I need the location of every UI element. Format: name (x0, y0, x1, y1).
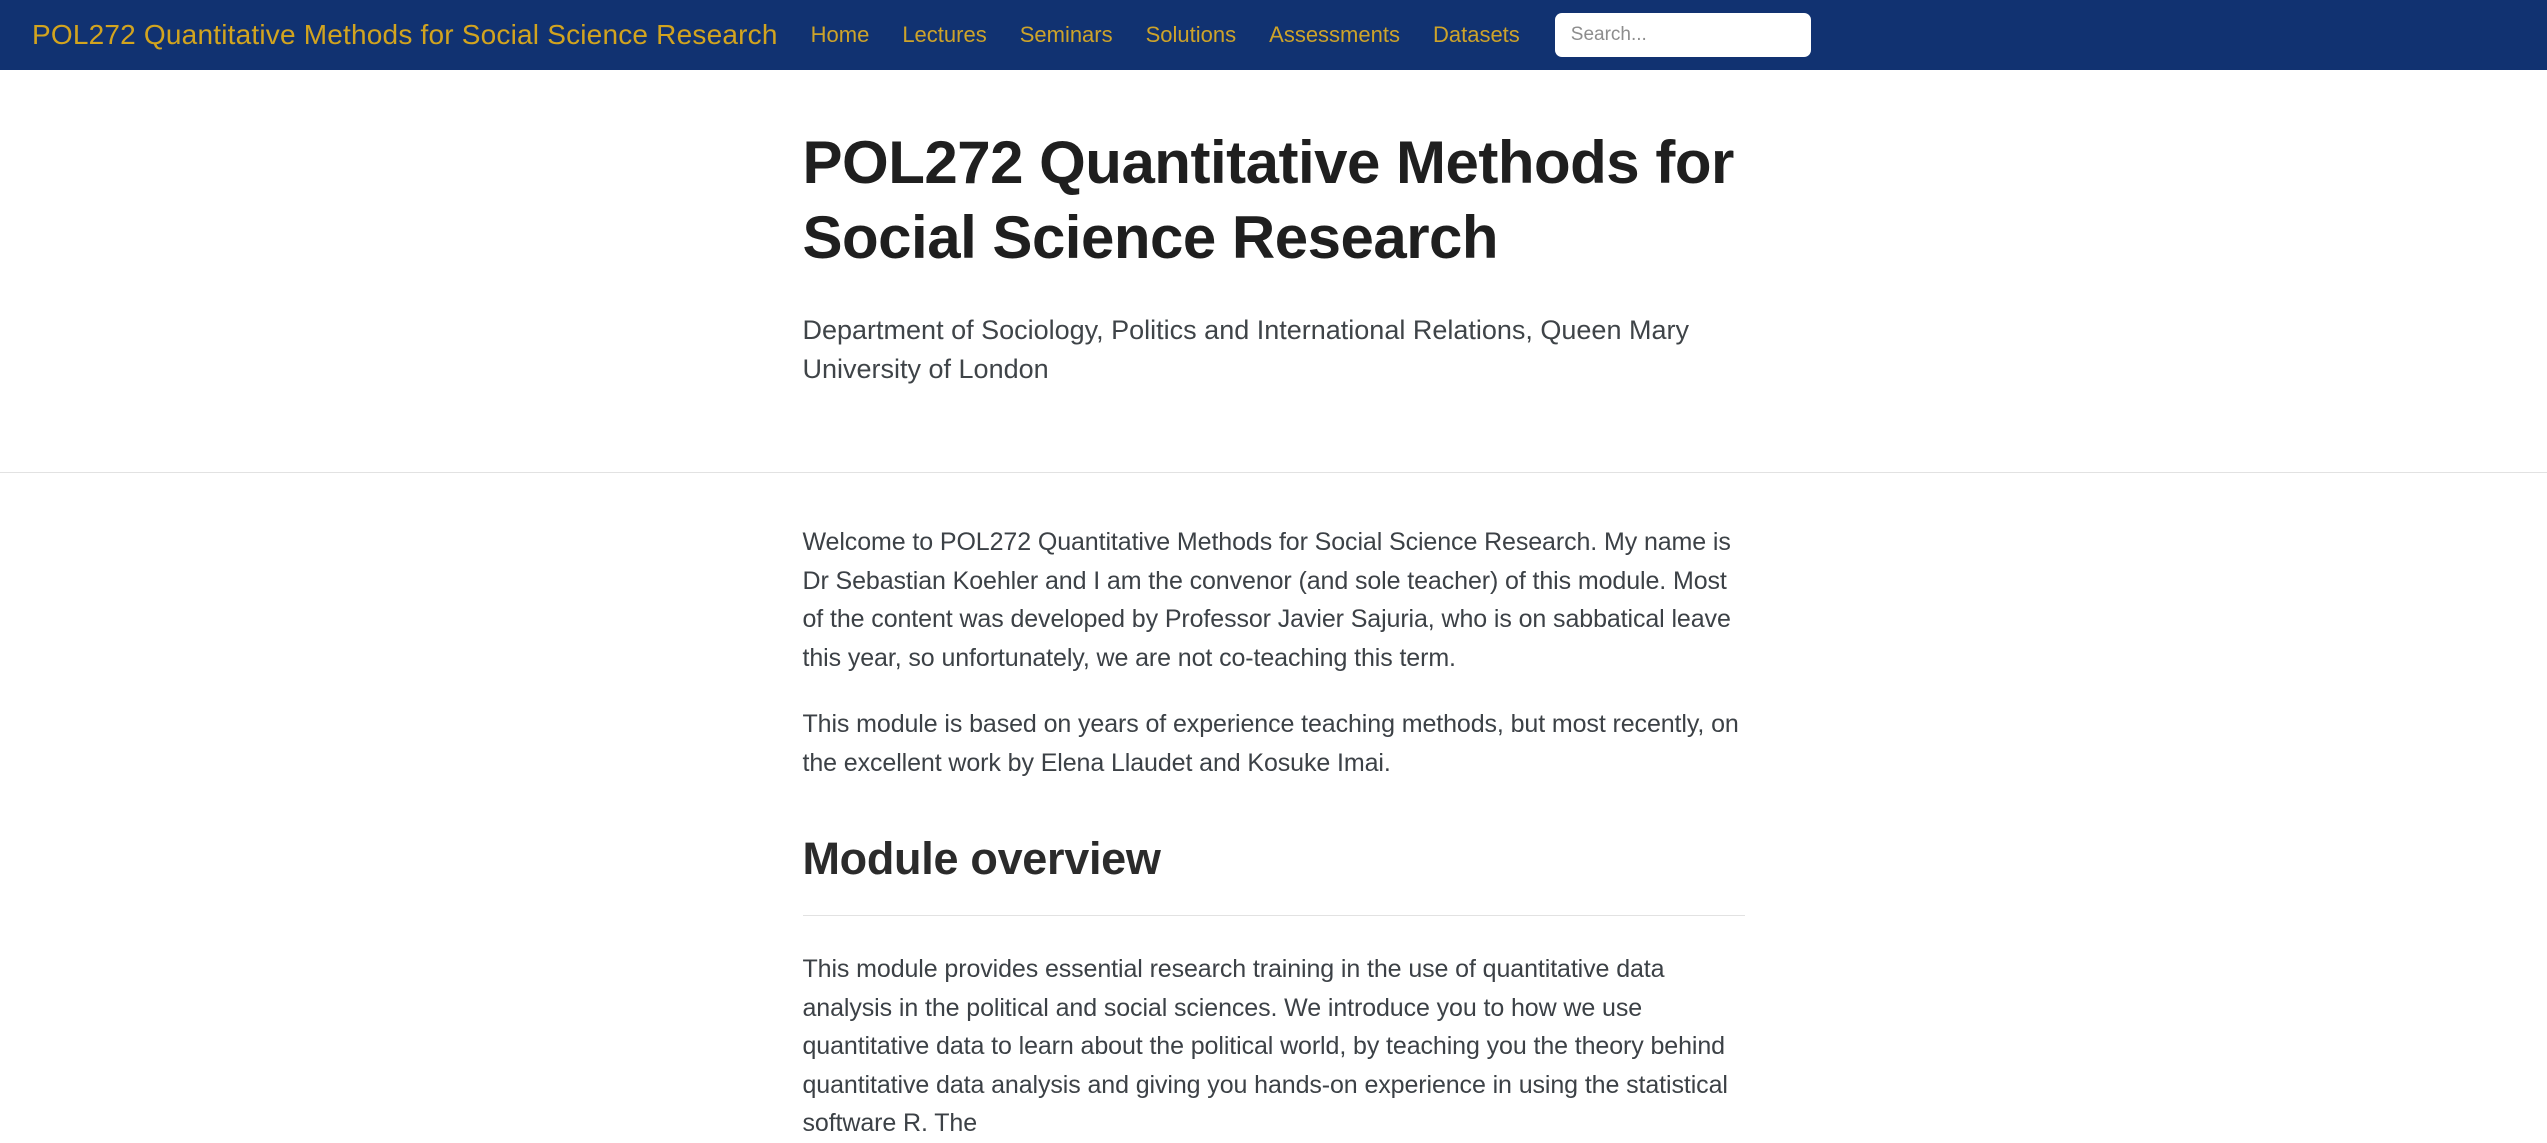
page-subtitle: Department of Sociology, Politics and International Relations, Queen Mary University of London (802, 315, 1689, 384)
nav-item-assessments (1269, 22, 1400, 48)
navbar-brand-link[interactable]: POL272 Quantitative Methods for Social Science Research (32, 19, 778, 50)
page-header (0, 70, 2547, 473)
nav-link-lectures[interactable]: Lectures (902, 22, 987, 47)
search-input[interactable] (1555, 13, 1811, 57)
page-title: POL272 Quantitative Methods for Social Science Research (802, 129, 1734, 271)
intro-paragraph-1: Welcome to POL272 Quantitative Methods for Social Science Research. My name is Dr Sebastian Koehler and I am the convenor (and sole teacher) of this module. Most of the content was developed by Professor Javier Sajuria, who is on sabbatical leave this year, so unfortunately, we are not co-teaching this term. (802, 528, 1731, 672)
nav-link-datasets[interactable]: Datasets (1432, 22, 1520, 47)
nav-item-lectures (902, 22, 986, 48)
nav-item-seminars (1020, 22, 1113, 48)
main-content (0, 473, 2547, 1143)
nav-item-home (811, 22, 870, 48)
nav-item-solutions (1146, 22, 1237, 48)
nav-link-seminars[interactable]: Seminars (1019, 22, 1113, 47)
nav-item-datasets (1433, 22, 1520, 48)
nav-link-home[interactable]: Home (810, 22, 870, 47)
navbar (0, 0, 2547, 70)
navbar-links (811, 22, 1520, 48)
heading-divider (803, 915, 1745, 916)
section-heading-module-overview: Module overview (802, 833, 1161, 884)
intro-paragraph-2: This module is based on years of experience teaching methods, but most recently, on the excellent work by Elena Llaudet and Kosuke Imai. (802, 710, 1739, 777)
overview-paragraph: This module provides essential research training in the use of quantitative data analysis in the political and social sciences. We introduce you to how we use quantitative data to learn about the political world, by teaching you the theory behind quantitative data analysis and giving you hands-on experience in using the statistical software R. The (802, 955, 1728, 1137)
nav-link-solutions[interactable]: Solutions (1145, 22, 1237, 47)
nav-link-assessments[interactable]: Assessments (1269, 22, 1400, 47)
